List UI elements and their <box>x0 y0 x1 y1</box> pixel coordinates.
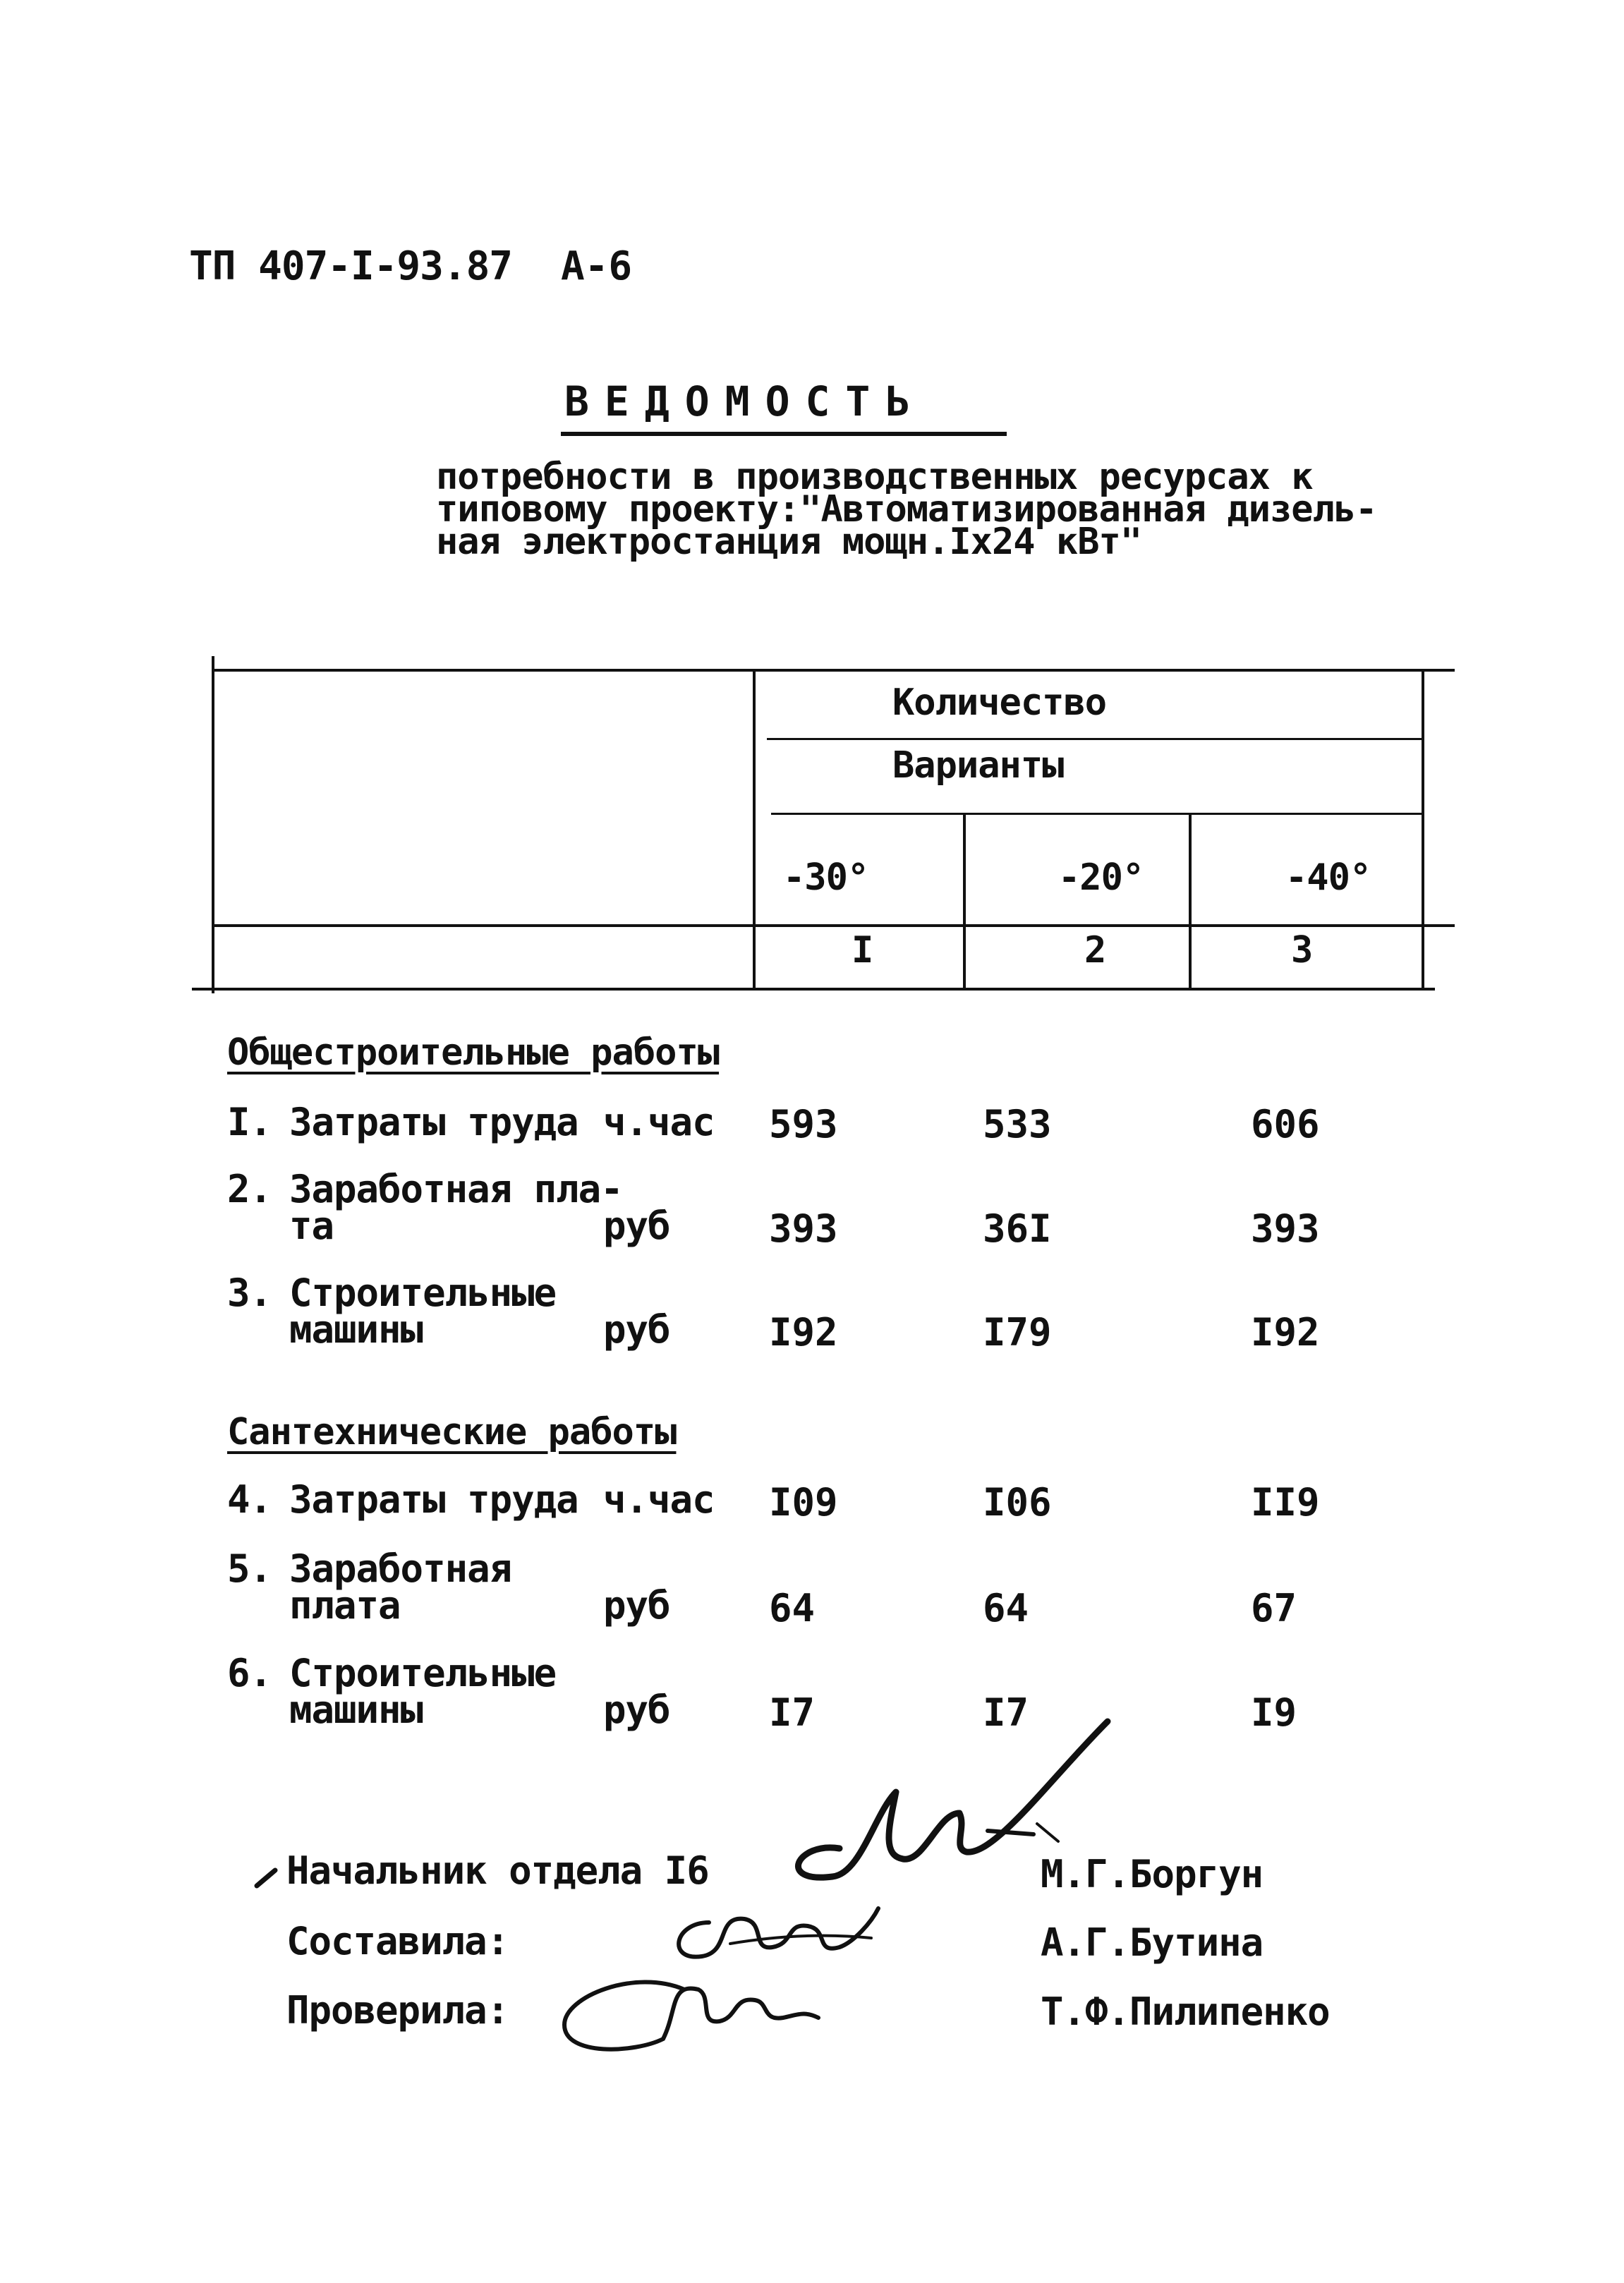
table-bottom-rule <box>192 988 1435 991</box>
column-number-1: I <box>852 929 874 971</box>
signature-role-head: Начальник отдела I6 <box>286 1848 709 1893</box>
row-value-variant-1: 393 <box>769 1206 838 1251</box>
signature-name-head: М.Г.Боргун <box>1041 1852 1264 1896</box>
variants-label: Варианты <box>892 744 1064 787</box>
temperature-variant-1: -30° <box>783 856 869 899</box>
row-name: Заработная пла- та <box>289 1167 623 1248</box>
quantity-rule <box>767 738 1423 740</box>
row-number: I. <box>227 1100 272 1144</box>
title-underline <box>561 432 1007 436</box>
row-value-variant-3: 393 <box>1251 1206 1320 1251</box>
handwritten-signature-3 <box>550 1961 832 2060</box>
row-value-variant-3: I92 <box>1251 1310 1320 1355</box>
row-unit: ч.час <box>603 1100 715 1144</box>
row-value-variant-2: 64 <box>983 1586 1029 1630</box>
row-value-variant-2: 36I <box>983 1206 1052 1251</box>
variants-rule <box>771 813 1424 815</box>
signature-name-compiled: А.Г.Бутина <box>1041 1920 1264 1965</box>
table-divider-rule <box>753 669 756 991</box>
row-name: Затраты труда <box>289 1477 578 1522</box>
row-name: Строительные машины <box>289 1271 557 1352</box>
row-value-variant-3: II9 <box>1251 1480 1320 1525</box>
row-unit: руб <box>603 1583 670 1628</box>
handwritten-signature-1 <box>755 1707 1122 1919</box>
signature-role-compiled: Составила: <box>286 1919 509 1963</box>
row-unit: руб <box>603 1307 670 1352</box>
column-number-2: 2 <box>1084 929 1107 971</box>
table-left-rule <box>212 656 214 993</box>
section-title-plumbing: Сантехнические работы <box>227 1411 677 1453</box>
row-value-variant-2: 533 <box>983 1102 1052 1146</box>
temperature-variant-2: -20° <box>1058 856 1144 899</box>
document-code: ТП 407-I-93.87 <box>189 243 513 289</box>
row-number: 3. <box>227 1271 272 1315</box>
row-value-variant-2: I79 <box>983 1310 1052 1355</box>
column-number-3: 3 <box>1291 929 1314 971</box>
sheet-number: А-6 <box>561 243 633 289</box>
document-title: ВЕДОМОСТЬ <box>564 377 926 425</box>
row-value-variant-1: I09 <box>769 1480 838 1525</box>
table-right-rule <box>1422 669 1424 991</box>
signature-role-checked: Проверила: <box>286 1988 509 2033</box>
row-value-variant-2: I7 <box>983 1690 1029 1735</box>
temperature-variant-3: -40° <box>1285 856 1371 899</box>
section-title-general-construction: Общестроительные работы <box>227 1031 720 1074</box>
row-value-variant-1: 64 <box>769 1586 816 1630</box>
row-name: Затраты труда <box>289 1100 578 1144</box>
document-subtitle: потребности в производственных ресурсах к типовому проекту:"Автоматизированная дизель- ная электростанция мощн.Iх24 кВт" <box>436 456 1377 563</box>
table-top-rule <box>212 669 1455 672</box>
col-divider-2 <box>1189 813 1192 991</box>
row-number: 6. <box>227 1651 272 1695</box>
row-value-variant-3: 606 <box>1251 1102 1320 1146</box>
check-mark-icon <box>254 1865 278 1889</box>
row-value-variant-1: I92 <box>769 1310 838 1355</box>
row-unit: руб <box>603 1204 670 1248</box>
signature-name-checked: Т.Ф.Пилипенко <box>1041 1990 1330 2034</box>
row-number: 2. <box>227 1167 272 1211</box>
row-name: Заработная плата <box>289 1546 512 1628</box>
row-number: 4. <box>227 1477 272 1522</box>
quantity-label: Количество <box>892 682 1107 724</box>
row-name: Строительные машины <box>289 1651 557 1732</box>
row-value-variant-1: I7 <box>769 1690 816 1735</box>
row-unit: ч.час <box>603 1477 715 1522</box>
row-value-variant-3: I9 <box>1251 1690 1297 1735</box>
col-divider-1 <box>963 813 966 991</box>
handwritten-signature-2 <box>660 1894 885 1972</box>
row-value-variant-1: 593 <box>769 1102 838 1146</box>
row-value-variant-3: 67 <box>1251 1586 1297 1630</box>
row-number: 5. <box>227 1546 272 1591</box>
row-value-variant-2: I06 <box>983 1480 1052 1525</box>
row-unit: руб <box>603 1688 670 1732</box>
numbering-rule <box>212 924 1455 927</box>
